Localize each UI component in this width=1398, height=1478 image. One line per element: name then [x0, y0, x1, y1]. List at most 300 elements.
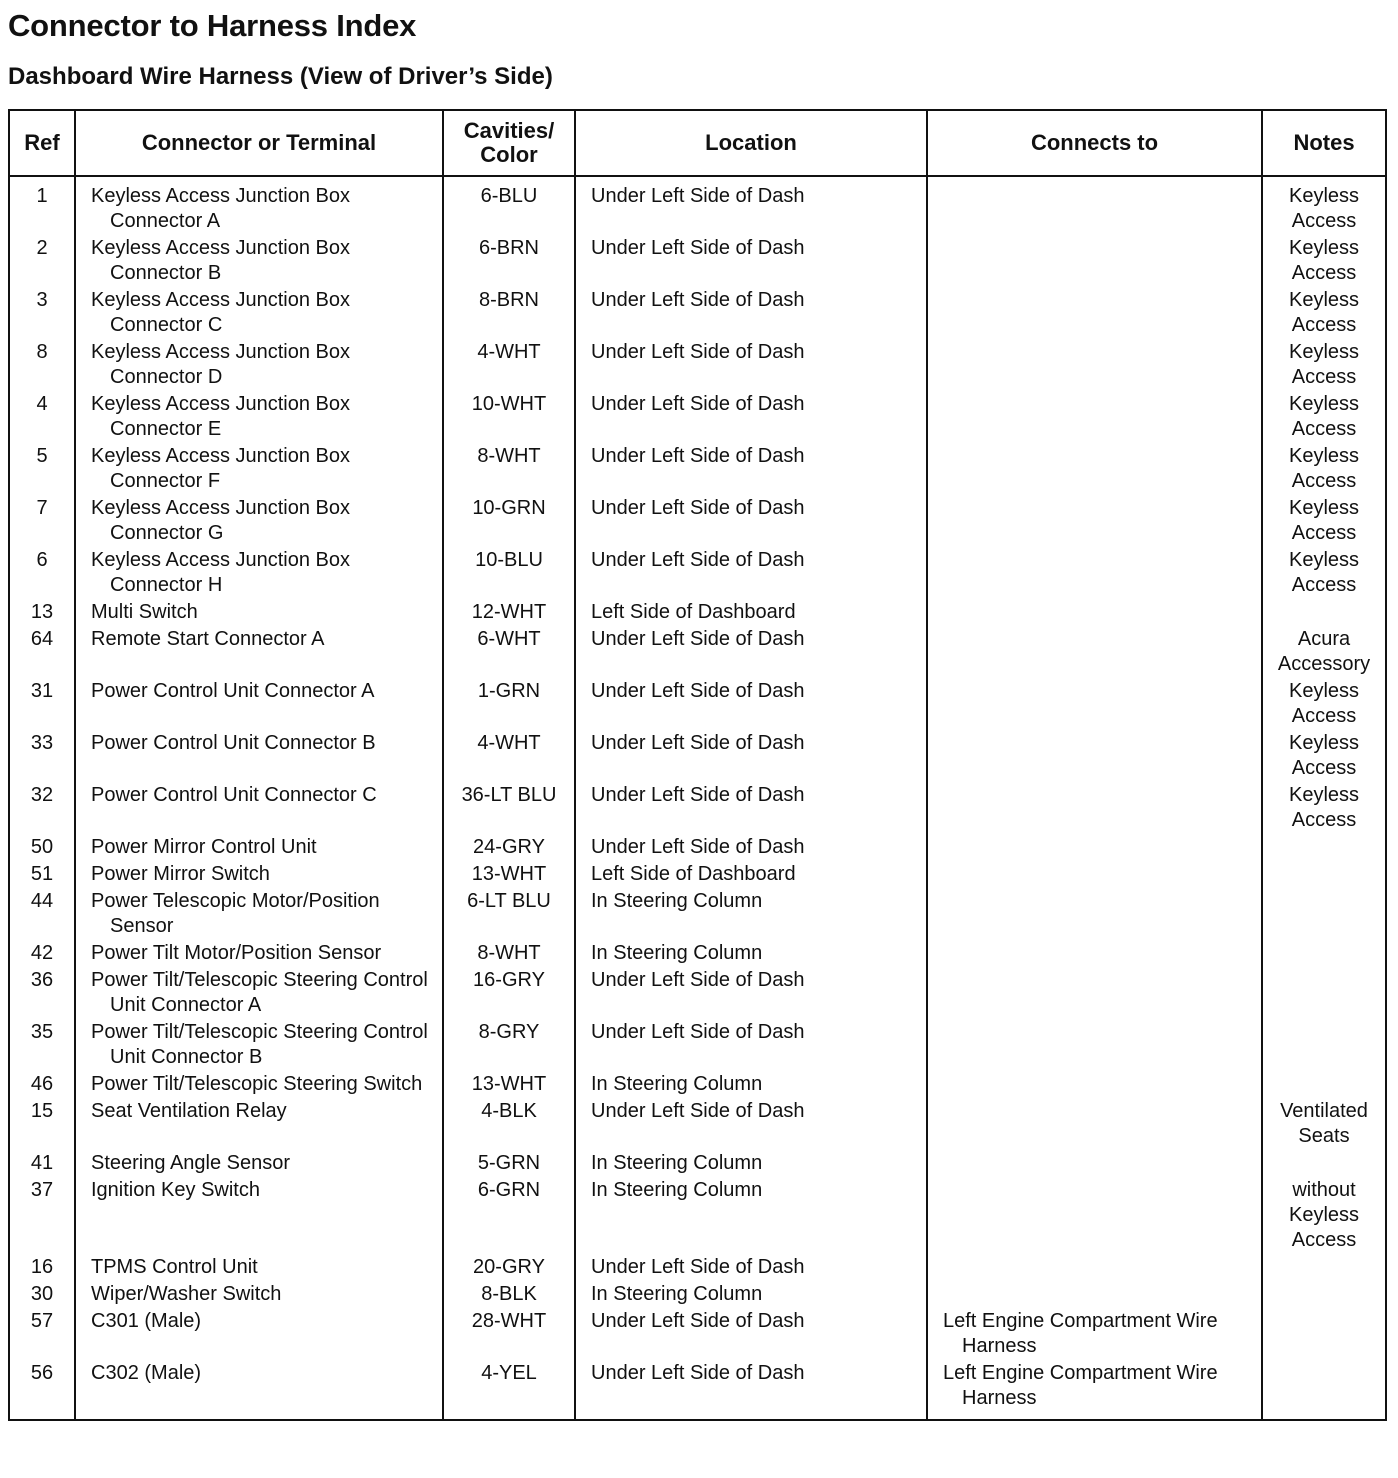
cell-location-text: Under Left Side of Dash: [591, 969, 805, 991]
table-row: [9, 781, 1386, 833]
cell-connects-to: [927, 966, 1262, 1018]
cell-location: [575, 1359, 927, 1420]
cell-location: [575, 966, 927, 1018]
cell-notes: [1262, 887, 1386, 939]
cell-cavities: [443, 1280, 575, 1307]
cell-location-text: Under Left Side of Dash: [591, 1100, 805, 1122]
cell-connects-to: [927, 625, 1262, 677]
cell-ref-text: 7: [36, 497, 48, 519]
cell-connects-to: [927, 1176, 1262, 1253]
cell-location: [575, 234, 927, 286]
cell-cavities-text: 4-WHT: [477, 732, 541, 754]
cell-ref: [9, 1018, 75, 1070]
cell-notes: [1262, 1070, 1386, 1097]
cell-location-text: In Steering Column: [591, 1179, 763, 1201]
cell-cavities: [443, 598, 575, 625]
cell-cavities-text: 24-GRY: [473, 836, 545, 858]
cell-cavities: [443, 939, 575, 966]
cell-notes-text: Keyless Access: [1288, 185, 1360, 232]
table-row: [9, 338, 1386, 390]
cell-location-text: In Steering Column: [591, 1152, 763, 1174]
cell-cavities: [443, 1070, 575, 1097]
cell-location: [575, 887, 927, 939]
cell-ref: [9, 598, 75, 625]
table-row: [9, 833, 1386, 860]
cell-location-text: In Steering Column: [591, 942, 763, 964]
cell-connects-to: [927, 234, 1262, 286]
cell-location: [575, 833, 927, 860]
cell-connector: [75, 176, 443, 234]
cell-ref: [9, 546, 75, 598]
cell-connector: [75, 234, 443, 286]
cell-ref-text: 15: [30, 1100, 54, 1122]
cell-connector-text: Ignition Key Switch: [91, 1179, 260, 1201]
cell-ref: [9, 442, 75, 494]
cell-ref-text: 2: [36, 237, 48, 259]
cell-cavities-text: 28-WHT: [471, 1310, 547, 1332]
cell-connector: [75, 1359, 443, 1420]
cell-notes: [1262, 390, 1386, 442]
cell-notes: [1262, 781, 1386, 833]
cell-notes-text: Keyless Access: [1288, 289, 1360, 336]
cell-connector: [75, 860, 443, 887]
cell-connector-text: Keyless Access Junction Box Connector A: [91, 185, 351, 232]
cell-location: [575, 1018, 927, 1070]
cell-location: [575, 677, 927, 729]
cell-location-text: Left Side of Dashboard: [591, 863, 796, 885]
cell-ref: [9, 625, 75, 677]
cell-ref-text: 33: [30, 732, 54, 754]
table-header-row: [9, 110, 1386, 176]
cell-ref-text: 3: [36, 289, 48, 311]
cell-connector: [75, 966, 443, 1018]
cell-ref-text: 31: [30, 680, 54, 702]
cell-connects-to: [927, 1018, 1262, 1070]
cell-cavities: [443, 442, 575, 494]
cell-notes: [1262, 1359, 1386, 1420]
cell-cavities: [443, 176, 575, 234]
cell-notes: [1262, 546, 1386, 598]
cell-connector-text: Seat Ventilation Relay: [91, 1100, 287, 1122]
cell-notes-text: Keyless Access: [1288, 341, 1360, 388]
cell-connector-text: TPMS Control Unit: [91, 1256, 258, 1278]
cell-connects-to-text: Left Engine Compartment Wire Harness: [943, 1310, 1218, 1357]
cell-location-text: Under Left Side of Dash: [591, 732, 805, 754]
table-row: [9, 1176, 1386, 1253]
cell-connects-to: [927, 1097, 1262, 1149]
cell-ref: [9, 1070, 75, 1097]
cell-location: [575, 1253, 927, 1280]
cell-ref: [9, 234, 75, 286]
cell-location: [575, 598, 927, 625]
cell-cavities: [443, 494, 575, 546]
cell-connector: [75, 546, 443, 598]
cell-notes: [1262, 176, 1386, 234]
cell-notes: [1262, 729, 1386, 781]
cell-notes-text: Keyless Access: [1288, 784, 1360, 831]
table-row: [9, 1280, 1386, 1307]
cell-connector-text: Power Telescopic Motor/Position Sensor: [91, 890, 380, 937]
cell-location-text: Under Left Side of Dash: [591, 784, 805, 806]
cell-notes: [1262, 1253, 1386, 1280]
cell-cavities-text: 1-GRN: [477, 680, 541, 702]
table-row: [9, 966, 1386, 1018]
cell-cavities: [443, 390, 575, 442]
cell-connects-to: [927, 598, 1262, 625]
header-location: Location: [575, 110, 927, 176]
cell-connector: [75, 1176, 443, 1253]
table-row: [9, 860, 1386, 887]
cell-connector: [75, 442, 443, 494]
page-subtitle: Dashboard Wire Harness (View of Driver’s Side): [8, 63, 553, 90]
cell-location-text: Under Left Side of Dash: [591, 1310, 805, 1332]
cell-cavities: [443, 1097, 575, 1149]
cell-ref-text: 46: [30, 1073, 54, 1095]
cell-ref-text: 32: [30, 784, 54, 806]
cell-cavities: [443, 1176, 575, 1253]
cell-notes: [1262, 939, 1386, 966]
cell-ref: [9, 1176, 75, 1253]
cell-ref-text: 8: [36, 341, 48, 363]
cell-ref: [9, 390, 75, 442]
cell-ref-text: 56: [30, 1362, 54, 1384]
cell-location: [575, 729, 927, 781]
cell-connects-to: [927, 939, 1262, 966]
cell-cavities: [443, 1018, 575, 1070]
cell-cavities-text: 10-WHT: [471, 393, 547, 415]
header-notes: Notes: [1262, 110, 1386, 176]
cell-ref-text: 4: [36, 393, 48, 415]
table-row: [9, 887, 1386, 939]
cell-notes: [1262, 966, 1386, 1018]
cell-location-text: Under Left Side of Dash: [591, 445, 805, 467]
cell-ref: [9, 286, 75, 338]
cell-cavities: [443, 546, 575, 598]
cell-location: [575, 338, 927, 390]
cell-cavities-text: 10-GRN: [472, 497, 546, 519]
cell-location-text: Under Left Side of Dash: [591, 393, 805, 415]
cell-connector: [75, 1097, 443, 1149]
cell-cavities-text: 6-GRN: [477, 1179, 541, 1201]
cell-connects-to: [927, 1149, 1262, 1176]
cell-notes-text: Acura Accessory: [1277, 628, 1371, 675]
cell-notes: [1262, 677, 1386, 729]
cell-connector-text: Multi Switch: [91, 601, 198, 623]
cell-notes-text: Keyless Access: [1288, 393, 1360, 440]
cell-cavities-text: 6-BRN: [478, 237, 539, 259]
cell-connector-text: Keyless Access Junction Box Connector E: [91, 393, 351, 440]
cell-cavities: [443, 1359, 575, 1420]
cell-ref: [9, 887, 75, 939]
cell-cavities: [443, 1149, 575, 1176]
table-row: [9, 677, 1386, 729]
cell-connects-to: [927, 546, 1262, 598]
cell-connector: [75, 1307, 443, 1359]
cell-location-text: In Steering Column: [591, 1283, 763, 1305]
table-row: [9, 390, 1386, 442]
cell-cavities: [443, 1253, 575, 1280]
cell-connector-text: Keyless Access Junction Box Connector B: [91, 237, 351, 284]
cell-connector: [75, 887, 443, 939]
cell-connector: [75, 625, 443, 677]
cell-connects-to: [927, 781, 1262, 833]
header-connects-to: Connects to: [927, 110, 1262, 176]
cell-connector-text: Power Mirror Switch: [91, 863, 270, 885]
table-row: [9, 234, 1386, 286]
cell-cavities-text: 6-WHT: [477, 628, 541, 650]
cell-notes: [1262, 286, 1386, 338]
cell-cavities: [443, 729, 575, 781]
cell-notes: [1262, 833, 1386, 860]
cell-location: [575, 1307, 927, 1359]
cell-location: [575, 1097, 927, 1149]
cell-connects-to: [927, 390, 1262, 442]
table-row: [9, 625, 1386, 677]
cell-connects-to: [927, 442, 1262, 494]
cell-location: [575, 546, 927, 598]
cell-cavities-text: 5-GRN: [477, 1152, 541, 1174]
cell-connector: [75, 286, 443, 338]
cell-connector: [75, 939, 443, 966]
cell-location-text: In Steering Column: [591, 890, 763, 912]
cell-connector-text: Power Tilt/Telescopic Steering Switch: [91, 1073, 423, 1095]
table-body: [9, 176, 1386, 1420]
cell-ref: [9, 833, 75, 860]
cell-cavities: [443, 234, 575, 286]
cell-notes: [1262, 1307, 1386, 1359]
cell-ref-text: 41: [30, 1152, 54, 1174]
cell-cavities: [443, 966, 575, 1018]
header-ref: Ref: [9, 110, 75, 176]
cell-ref-text: 50: [30, 836, 54, 858]
cell-location: [575, 625, 927, 677]
cell-connector-text: Remote Start Connector A: [91, 628, 325, 650]
cell-notes-text: Keyless Access: [1288, 549, 1360, 596]
cell-location: [575, 176, 927, 234]
cell-connects-to: [927, 677, 1262, 729]
cell-location: [575, 939, 927, 966]
cell-location-text: Under Left Side of Dash: [591, 549, 805, 571]
table-row: [9, 939, 1386, 966]
cell-ref-text: 64: [30, 628, 54, 650]
cell-cavities-text: 8-BLK: [481, 1283, 537, 1305]
cell-notes-text: Keyless Access: [1288, 732, 1360, 779]
header-cavities: [443, 110, 575, 176]
table-row: [9, 546, 1386, 598]
cell-ref: [9, 338, 75, 390]
cell-connects-to: [927, 860, 1262, 887]
table-row: [9, 1070, 1386, 1097]
table-row: [9, 598, 1386, 625]
cell-connects-to: [927, 729, 1262, 781]
cell-location: [575, 1070, 927, 1097]
cell-notes: [1262, 1018, 1386, 1070]
cell-location-text: Under Left Side of Dash: [591, 497, 805, 519]
cell-notes: [1262, 1149, 1386, 1176]
table-row: [9, 729, 1386, 781]
cell-location-text: Under Left Side of Dash: [591, 289, 805, 311]
header-connector: Connector or Terminal: [75, 110, 443, 176]
cell-connects-to: [927, 494, 1262, 546]
cell-location: [575, 781, 927, 833]
cell-connector-text: Power Control Unit Connector C: [91, 784, 377, 806]
cell-connector-text: Power Tilt/Telescopic Steering Control Unit Connector B: [91, 1021, 428, 1068]
cell-cavities-text: 20-GRY: [473, 1256, 545, 1278]
cell-connector-text: Keyless Access Junction Box Connector F: [91, 445, 351, 492]
cell-location-text: Under Left Side of Dash: [591, 1362, 805, 1384]
cell-connector-text: Keyless Access Junction Box Connector C: [91, 289, 351, 336]
cell-notes-text: Keyless Access: [1288, 680, 1360, 727]
table-row: [9, 286, 1386, 338]
cell-location-text: Under Left Side of Dash: [591, 628, 805, 650]
cell-cavities-text: 16-GRY: [473, 969, 545, 991]
cell-cavities-text: 13-WHT: [471, 1073, 547, 1095]
cell-connector: [75, 494, 443, 546]
table-row: [9, 1253, 1386, 1280]
table-row: [9, 494, 1386, 546]
cell-connects-to: [927, 833, 1262, 860]
table-row: [9, 1149, 1386, 1176]
cell-notes: [1262, 234, 1386, 286]
cell-connector-text: Keyless Access Junction Box Connector H: [91, 549, 351, 596]
cell-ref-text: 44: [30, 890, 54, 912]
cell-cavities-text: 4-WHT: [477, 341, 541, 363]
cell-location-text: Under Left Side of Dash: [591, 341, 805, 363]
cell-connects-to: [927, 887, 1262, 939]
cell-ref: [9, 939, 75, 966]
cell-cavities: [443, 625, 575, 677]
cell-cavities-text: 6-BLU: [480, 185, 538, 207]
cell-connects-to: [927, 176, 1262, 234]
cell-notes-text: Ventilated Seats: [1280, 1100, 1368, 1147]
cell-notes: [1262, 1280, 1386, 1307]
cell-connects-to: [927, 338, 1262, 390]
cell-ref-text: 30: [30, 1283, 54, 1305]
cell-notes: [1262, 625, 1386, 677]
cell-ref-text: 35: [30, 1021, 54, 1043]
cell-ref-text: 42: [30, 942, 54, 964]
cell-location-text: Under Left Side of Dash: [591, 1256, 805, 1278]
cell-ref-text: 37: [30, 1179, 54, 1201]
cell-cavities-text: 8-BRN: [478, 289, 539, 311]
cell-cavities-text: 4-YEL: [481, 1362, 537, 1384]
cell-ref: [9, 1280, 75, 1307]
cell-connector: [75, 390, 443, 442]
cell-location: [575, 860, 927, 887]
cell-connector-text: Keyless Access Junction Box Connector D: [91, 341, 351, 388]
cell-ref: [9, 176, 75, 234]
cell-ref-text: 6: [36, 549, 48, 571]
cell-location: [575, 1280, 927, 1307]
cell-notes: [1262, 1097, 1386, 1149]
cell-notes-text: Keyless Access: [1288, 445, 1360, 492]
cell-ref: [9, 966, 75, 1018]
cell-connects-to: [927, 1280, 1262, 1307]
cell-cavities: [443, 860, 575, 887]
cell-connects-to-text: Left Engine Compartment Wire Harness: [943, 1362, 1218, 1409]
cell-connector: [75, 833, 443, 860]
cell-connector-text: Wiper/Washer Switch: [91, 1283, 282, 1305]
cell-cavities: [443, 286, 575, 338]
cell-cavities: [443, 887, 575, 939]
cell-location: [575, 494, 927, 546]
header-cavities-label: Cavities/ Color: [463, 118, 555, 167]
cell-notes-text: Keyless Access: [1288, 497, 1360, 544]
cell-connector: [75, 781, 443, 833]
cell-ref: [9, 781, 75, 833]
cell-cavities-text: 13-WHT: [471, 863, 547, 885]
cell-connects-to: [927, 1359, 1262, 1420]
cell-cavities-text: 10-BLU: [475, 549, 543, 571]
table-row: [9, 1018, 1386, 1070]
cell-cavities: [443, 338, 575, 390]
cell-ref-text: 51: [30, 863, 54, 885]
cell-notes: [1262, 494, 1386, 546]
cell-cavities-text: 8-WHT: [477, 942, 541, 964]
cell-location: [575, 1176, 927, 1253]
cell-connector: [75, 729, 443, 781]
cell-ref-text: 5: [36, 445, 48, 467]
cell-connector-text: Power Mirror Control Unit: [91, 836, 317, 858]
cell-connector: [75, 598, 443, 625]
cell-ref: [9, 677, 75, 729]
cell-connector: [75, 1070, 443, 1097]
connector-index-table: [8, 109, 1387, 1421]
cell-ref: [9, 729, 75, 781]
cell-notes: [1262, 860, 1386, 887]
cell-connector-text: C301 (Male): [91, 1310, 202, 1332]
cell-cavities-text: 8-WHT: [477, 445, 541, 467]
cell-ref: [9, 1359, 75, 1420]
cell-connector: [75, 1253, 443, 1280]
cell-connector-text: Power Control Unit Connector B: [91, 732, 376, 754]
cell-location: [575, 286, 927, 338]
cell-ref-text: 1: [36, 185, 48, 207]
cell-connector: [75, 1280, 443, 1307]
cell-connector-text: Power Tilt/Telescopic Steering Control Unit Connector A: [91, 969, 428, 1016]
cell-notes: [1262, 338, 1386, 390]
cell-notes-text: Keyless Access: [1288, 237, 1360, 284]
cell-connects-to: [927, 286, 1262, 338]
cell-location-text: Under Left Side of Dash: [591, 237, 805, 259]
cell-location: [575, 442, 927, 494]
cell-connector: [75, 677, 443, 729]
cell-connects-to: [927, 1253, 1262, 1280]
cell-cavities-text: 36-LT BLU: [461, 784, 557, 806]
table-row: [9, 176, 1386, 234]
cell-cavities: [443, 1307, 575, 1359]
cell-ref-text: 36: [30, 969, 54, 991]
cell-connects-to: [927, 1307, 1262, 1359]
cell-notes: [1262, 598, 1386, 625]
table-row: [9, 1097, 1386, 1149]
cell-notes: [1262, 1176, 1386, 1253]
cell-cavities: [443, 781, 575, 833]
cell-connector-text: Power Control Unit Connector A: [91, 680, 375, 702]
cell-ref: [9, 860, 75, 887]
cell-cavities-text: 8-GRY: [478, 1021, 540, 1043]
cell-connector-text: Power Tilt Motor/Position Sensor: [91, 942, 382, 964]
cell-ref: [9, 1253, 75, 1280]
cell-connector: [75, 1149, 443, 1176]
cell-ref: [9, 1149, 75, 1176]
cell-cavities-text: 4-BLK: [481, 1100, 537, 1122]
cell-connector: [75, 1018, 443, 1070]
cell-connector-text: Keyless Access Junction Box Connector G: [91, 497, 351, 544]
cell-connector-text: C302 (Male): [91, 1362, 202, 1384]
cell-cavities-text: 6-LT BLU: [467, 890, 551, 912]
table-row: [9, 1307, 1386, 1359]
